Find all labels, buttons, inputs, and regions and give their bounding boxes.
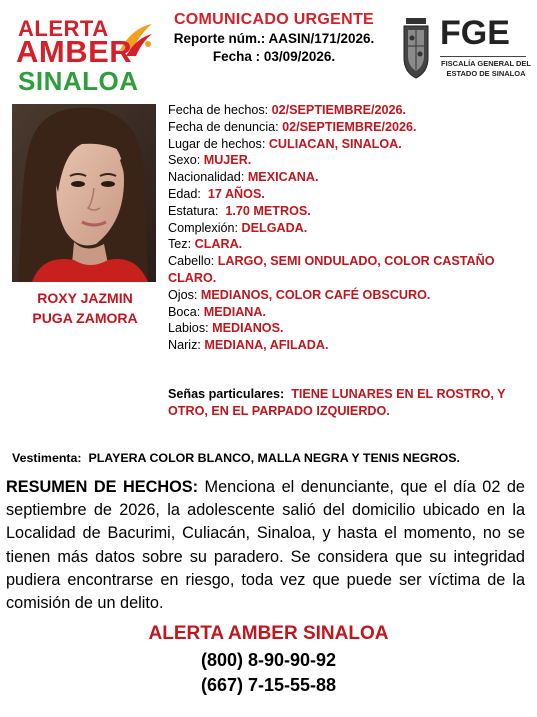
person-name-line1: ROXY JAZMIN xyxy=(37,290,133,306)
resumen-label: RESUMEN DE HECHOS: xyxy=(6,478,199,496)
fge-subtitle-line2: ESTADO DE SINALOA xyxy=(446,68,526,78)
detail-lugar xyxy=(168,136,530,153)
vestimenta-value: PLAYERA COLOR BLANCO, MALLA NEGRA Y TENIS NEGROS. xyxy=(88,451,460,465)
detail-value: 17 AÑOS. xyxy=(207,186,265,201)
person-name xyxy=(12,288,158,328)
fge-acronym: FGE xyxy=(440,14,510,52)
detail-labios xyxy=(168,320,530,337)
senas-label: Señas particulares: xyxy=(168,387,292,401)
fge-logo xyxy=(396,14,530,86)
detail-nacionalidad xyxy=(168,169,530,186)
detail-ojos xyxy=(168,287,530,304)
missing-person-photo xyxy=(12,104,156,282)
logo-alerta-text: ALERTA xyxy=(18,16,109,41)
detail-complexion xyxy=(168,220,530,237)
detail-sexo xyxy=(168,152,530,169)
detail-label: Boca: xyxy=(168,304,204,319)
detail-label: Cabello: xyxy=(168,254,218,269)
alerta-amber-logo xyxy=(10,8,150,96)
portrait-image xyxy=(12,104,156,282)
detail-label: Nacionalidad: xyxy=(168,170,248,185)
detail-value: DELGADA. xyxy=(241,220,308,235)
logo-amber-text: AMBER xyxy=(16,34,133,69)
detail-value: MUJER. xyxy=(203,153,252,168)
detail-label: Complexión: xyxy=(168,220,242,235)
detail-edad xyxy=(168,186,530,203)
detail-value: 02/SEPTIEMBRE/2026. xyxy=(271,103,407,117)
detail-value: CULIACAN, SINALOA. xyxy=(268,136,402,151)
resumen-text: Menciona el denunciante, que el día 02 de septiembre de 2026, la adolescente salió del domicilio ubicado en la Localidad de Bacurimi, Culiacán, Sinaloa, y hasta el momento, no se tienen más datos sobre su paradero. Se considera que su integridad pudiera encontrarse en riesgo, toda vez que puede ser víctima de la comisión de un delito. xyxy=(6,478,525,613)
vestimenta xyxy=(12,450,532,466)
senas-particulares xyxy=(168,386,530,420)
detail-label: Edad: xyxy=(168,186,208,201)
fge-subtitle-line1: FISCALÍA GENERAL DEL xyxy=(440,59,531,68)
detail-label: Sexo: xyxy=(168,153,204,168)
detail-value: MEDIANA, AFILADA. xyxy=(204,338,329,353)
detail-fecha-denuncia xyxy=(168,119,530,136)
fge-divider xyxy=(440,56,526,57)
detail-label: Tez: xyxy=(168,237,195,252)
detail-label: Lugar de hechos: xyxy=(168,136,269,151)
detail-value: 1.70 METROS. xyxy=(225,203,311,218)
coat-of-arms-icon xyxy=(400,16,432,82)
footer-title: ALERTA AMBER SINALOA xyxy=(148,623,389,644)
detail-cabello xyxy=(168,253,530,287)
logo-sinaloa-text: SINALOA xyxy=(18,66,139,96)
detail-boca xyxy=(168,304,530,321)
resumen-de-hechos xyxy=(6,476,525,615)
detail-value: LARGO, SEMI ONDULADO, COLOR CASTAÑO CLARO. xyxy=(168,254,495,285)
detail-label: Estatura: xyxy=(168,203,226,218)
comunicado-title: COMUNICADO URGENTE xyxy=(173,11,375,28)
detail-value: MEXICANA. xyxy=(247,170,319,185)
detail-label: Fecha de denuncia: xyxy=(168,119,283,134)
person-details xyxy=(168,102,530,354)
fge-subtitle xyxy=(440,59,532,78)
footer-contact xyxy=(0,620,537,698)
detail-tez xyxy=(168,236,530,253)
detail-estatura xyxy=(168,203,530,220)
phone-number-2: (667) 7-15-55-88 xyxy=(200,675,337,695)
senas-value: TIENE LUNARES EN EL ROSTRO, Y OTRO, EN EL PARPADO IZQUIERDO. xyxy=(168,387,506,418)
detail-label: Labios: xyxy=(168,321,213,336)
detail-label: Fecha de hechos: xyxy=(168,103,272,117)
detail-nariz xyxy=(168,337,530,354)
detail-label: Nariz: xyxy=(168,338,205,353)
detail-value: CLARA. xyxy=(194,237,243,252)
comunicado-header xyxy=(152,10,396,66)
person-name-line2: PUGA ZAMORA xyxy=(32,310,138,326)
detail-value: MEDIANA. xyxy=(203,304,266,319)
report-date: Fecha : 03/09/2026. xyxy=(212,49,336,64)
vestimenta-label: Vestimenta: xyxy=(12,451,89,465)
detail-fecha-hechos xyxy=(168,102,530,119)
report-number: Reporte núm.: AASIN/171/2026. xyxy=(173,31,375,46)
detail-value: MEDIANOS. xyxy=(212,321,284,336)
detail-value: 02/SEPTIEMBRE/2026. xyxy=(282,119,417,134)
detail-value: MEDIANOS, COLOR CAFÉ OBSCURO. xyxy=(200,287,431,302)
phone-number-1: (800) 8-90-90-92 xyxy=(200,650,337,670)
detail-label: Ojos: xyxy=(168,287,201,302)
